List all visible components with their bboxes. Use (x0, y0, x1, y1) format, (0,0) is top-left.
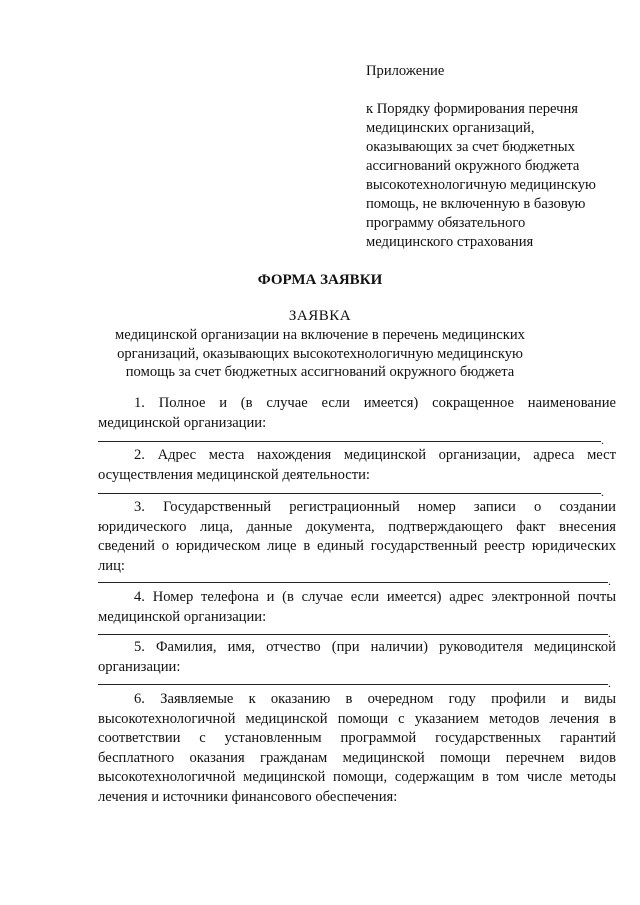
item-line: сведений о юридическом лице в единый государственный реестр юридических (98, 538, 616, 554)
application-title: ЗАЯВКА (288, 308, 352, 324)
blank-field-1[interactable] (98, 441, 601, 442)
blank-field-5[interactable] (98, 684, 608, 685)
subtitle-line: организаций, оказывающих высокотехнологичную медицинскую (117, 345, 523, 362)
item-line: высокотехнологичной медицинской помощи с указанием методов лечения в (98, 710, 616, 727)
appendix-line: помощь, не включенную в базовую (366, 196, 586, 212)
item-line: 6. Заявляемые к оказанию в очередном году профили и виды (134, 691, 616, 707)
subtitle-line: медицинской организации на включение в перечень медицинских (115, 327, 525, 343)
item-line: 1. Полное и (в случае если имеется) сокращенное наименование (134, 395, 616, 411)
form-heading: ФОРМА ЗАЯВКИ (257, 272, 383, 288)
item-line: медицинской организации: (98, 608, 267, 625)
item-line: 4. Номер телефона и (в случае если имеется) адрес электронной почты (134, 589, 616, 605)
appendix-block (366, 62, 616, 252)
appendix-body (366, 100, 616, 252)
appendix-line: медицинского страхования (366, 234, 534, 250)
item-line: соответствии с установленным программой государственных гарантий (98, 730, 616, 746)
appendix-title: Приложение (366, 63, 445, 79)
item-line: бесплатного оказания гражданам медицинской помощи перечнем видов (98, 749, 616, 766)
blank-field-2[interactable] (98, 493, 601, 494)
blank-field-end: . (608, 676, 611, 690)
item-line: лиц: (98, 557, 125, 574)
form-item-5 (98, 638, 616, 677)
item-line: организации: (98, 658, 181, 675)
item-line: высокотехнологичной медицинской помощи, содержащим в том числе методы (98, 769, 616, 785)
form-item-4 (98, 588, 616, 627)
blank-field-end: . (601, 433, 604, 447)
appendix-line: оказывающих за счет бюджетных (366, 139, 575, 155)
appendix-line: программу обязательного (366, 215, 526, 231)
appendix-line: высокотехнологичную медицинскую (366, 177, 596, 193)
item-line: юридического лица, данные документа, подтверждающего факт внесения (98, 518, 616, 535)
subtitle-line: помощь за счет бюджетных ассигнований окружного бюджета (125, 364, 515, 380)
item-line: медицинской организации: (98, 414, 267, 431)
blank-field-3[interactable] (98, 582, 608, 583)
form-item-1 (98, 394, 616, 433)
form-item-6 (98, 690, 616, 807)
appendix-line: ассигнований окружного бюджета (366, 158, 580, 174)
form-item-3 (98, 498, 616, 576)
blank-field-4[interactable] (98, 634, 608, 635)
blank-field-end: . (608, 626, 611, 640)
item-line: 5. Фамилия, имя, отчество (при наличии) руководителя медицинской (134, 639, 616, 655)
application-subtitle (0, 326, 640, 382)
item-line: осуществления медицинской деятельности: (98, 466, 370, 483)
item-line: 3. Государственный регистрационный номер записи о создании (134, 499, 616, 515)
item-line: лечения и источники финансового обеспечения: (98, 788, 398, 805)
appendix-line: к Порядку формирования перечня (366, 101, 579, 117)
blank-field-end: . (601, 485, 604, 499)
appendix-line: медицинских организаций, (366, 120, 535, 136)
item-line: 2. Адрес места нахождения медицинской организации, адреса мест (134, 447, 616, 463)
form-item-2 (98, 446, 616, 485)
blank-field-end: . (608, 574, 611, 588)
